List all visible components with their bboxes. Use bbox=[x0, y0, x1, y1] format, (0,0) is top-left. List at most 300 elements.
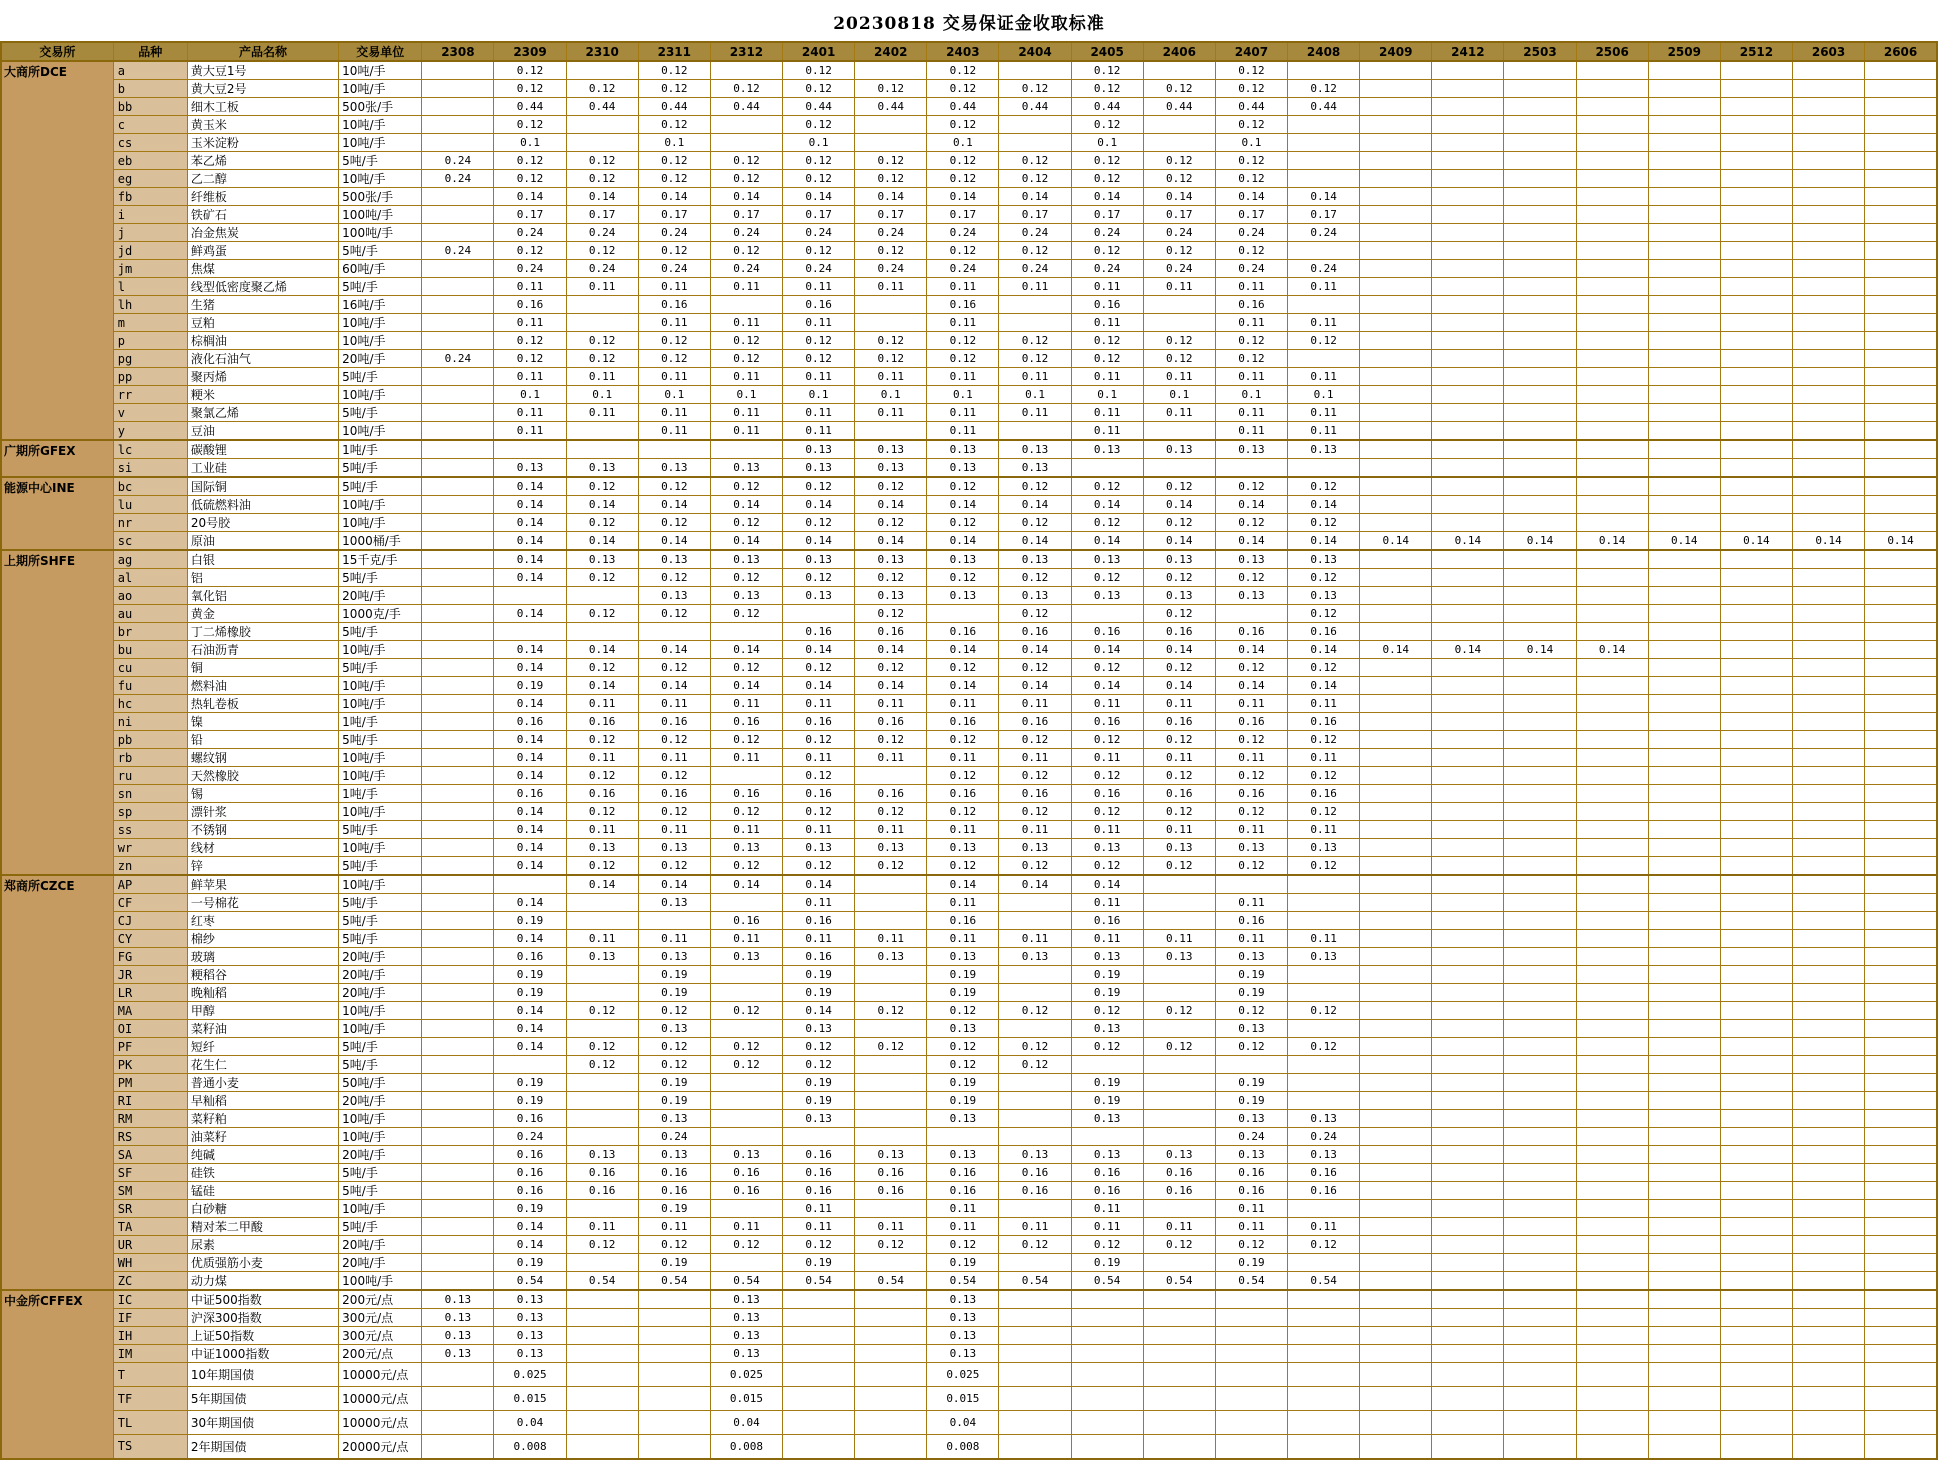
margin-cell-PF-2503 bbox=[1504, 1038, 1576, 1056]
margin-cell-c-2506 bbox=[1576, 116, 1648, 134]
margin-cell-sc-2407: 0.14 bbox=[1215, 532, 1287, 551]
margin-cell-SA-2311: 0.13 bbox=[638, 1146, 710, 1164]
product-name: 漂针浆 bbox=[187, 803, 338, 821]
margin-cell-l-2406: 0.11 bbox=[1143, 278, 1215, 296]
margin-cell-wr-2405: 0.13 bbox=[1071, 839, 1143, 857]
margin-cell-nr-2408: 0.12 bbox=[1288, 514, 1360, 532]
variety-code: TL bbox=[113, 1411, 187, 1435]
margin-cell-RI-2310 bbox=[566, 1092, 638, 1110]
variety-code: i bbox=[113, 206, 187, 224]
variety-code: ni bbox=[113, 713, 187, 731]
margin-cell-TF-2404 bbox=[999, 1387, 1071, 1411]
exchange-label: 广期所GFEX bbox=[1, 440, 113, 477]
margin-cell-fu-2408: 0.14 bbox=[1288, 677, 1360, 695]
margin-cell-jd-2603 bbox=[1793, 242, 1865, 260]
margin-cell-RM-2506 bbox=[1576, 1110, 1648, 1128]
margin-cell-CY-2401: 0.11 bbox=[783, 930, 855, 948]
margin-cell-pg-2312: 0.12 bbox=[710, 350, 782, 368]
margin-cell-UR-2406: 0.12 bbox=[1143, 1236, 1215, 1254]
margin-cell-IH-2503 bbox=[1504, 1327, 1576, 1345]
margin-cell-sn-2309: 0.16 bbox=[494, 785, 566, 803]
product-name: 黄大豆2号 bbox=[187, 80, 338, 98]
margin-cell-l-2509 bbox=[1648, 278, 1720, 296]
margin-cell-pp-2406: 0.11 bbox=[1143, 368, 1215, 386]
margin-cell-SF-2312: 0.16 bbox=[710, 1164, 782, 1182]
variety-code: hc bbox=[113, 695, 187, 713]
margin-cell-LR-2310 bbox=[566, 984, 638, 1002]
margin-cell-fb-2506 bbox=[1576, 188, 1648, 206]
margin-cell-bu-2506: 0.14 bbox=[1576, 641, 1648, 659]
margin-cell-a-2408 bbox=[1288, 61, 1360, 80]
margin-cell-SR-2309: 0.19 bbox=[494, 1200, 566, 1218]
margin-cell-TA-2312: 0.11 bbox=[710, 1218, 782, 1236]
margin-cell-rr-2407: 0.1 bbox=[1215, 386, 1287, 404]
margin-cell-cs-2512 bbox=[1720, 134, 1792, 152]
margin-cell-RS-2405 bbox=[1071, 1128, 1143, 1146]
margin-cell-hc-2412 bbox=[1432, 695, 1504, 713]
margin-cell-cu-2512 bbox=[1720, 659, 1792, 677]
margin-cell-p-2402: 0.12 bbox=[855, 332, 927, 350]
margin-cell-bb-2503 bbox=[1504, 98, 1576, 116]
margin-cell-sp-2409 bbox=[1360, 803, 1432, 821]
trade-unit: 5吨/手 bbox=[339, 569, 422, 587]
margin-cell-UR-2401: 0.12 bbox=[783, 1236, 855, 1254]
margin-cell-ru-2402 bbox=[855, 767, 927, 785]
margin-cell-OI-2407: 0.13 bbox=[1215, 1020, 1287, 1038]
margin-cell-LR-2603 bbox=[1793, 984, 1865, 1002]
variety-code: b bbox=[113, 80, 187, 98]
margin-cell-nr-2401: 0.12 bbox=[783, 514, 855, 532]
margin-cell-al-2506 bbox=[1576, 569, 1648, 587]
trade-unit: 100吨/手 bbox=[339, 224, 422, 242]
product-name: 甲醇 bbox=[187, 1002, 338, 1020]
trade-unit: 10吨/手 bbox=[339, 695, 422, 713]
margin-cell-ni-2402: 0.16 bbox=[855, 713, 927, 731]
margin-cell-TL-2312: 0.04 bbox=[710, 1411, 782, 1435]
trade-unit: 5吨/手 bbox=[339, 894, 422, 912]
margin-cell-b-2509 bbox=[1648, 80, 1720, 98]
margin-cell-al-2310: 0.12 bbox=[566, 569, 638, 587]
margin-cell-au-2506 bbox=[1576, 605, 1648, 623]
margin-cell-rb-2407: 0.11 bbox=[1215, 749, 1287, 767]
table-row-UR bbox=[1, 1236, 1937, 1254]
margin-cell-SF-2412 bbox=[1432, 1164, 1504, 1182]
product-name: 纯碱 bbox=[187, 1146, 338, 1164]
margin-cell-PM-2308 bbox=[422, 1074, 494, 1092]
margin-cell-CF-2310 bbox=[566, 894, 638, 912]
margin-cell-PK-2603 bbox=[1793, 1056, 1865, 1074]
margin-cell-TS-2312: 0.008 bbox=[710, 1435, 782, 1459]
margin-cell-au-2509 bbox=[1648, 605, 1720, 623]
margin-cell-WH-2405: 0.19 bbox=[1071, 1254, 1143, 1272]
margin-cell-eg-2401: 0.12 bbox=[783, 170, 855, 188]
trade-unit: 1吨/手 bbox=[339, 785, 422, 803]
margin-cell-IF-2412 bbox=[1432, 1309, 1504, 1327]
margin-cell-eg-2506 bbox=[1576, 170, 1648, 188]
margin-cell-CF-2405: 0.11 bbox=[1071, 894, 1143, 912]
product-name: 螺纹钢 bbox=[187, 749, 338, 767]
margin-cell-j-2401: 0.24 bbox=[783, 224, 855, 242]
margin-cell-lh-2406 bbox=[1143, 296, 1215, 314]
margin-cell-LR-2312 bbox=[710, 984, 782, 1002]
table-row-nr bbox=[1, 514, 1937, 532]
margin-cell-ss-2606 bbox=[1865, 821, 1937, 839]
variety-code: lc bbox=[113, 440, 187, 459]
margin-cell-si-2512 bbox=[1720, 459, 1792, 478]
margin-cell-br-2402: 0.16 bbox=[855, 623, 927, 641]
margin-cell-ao-2512 bbox=[1720, 587, 1792, 605]
margin-cell-a-2308 bbox=[422, 61, 494, 80]
margin-cell-m-2404 bbox=[999, 314, 1071, 332]
margin-cell-SR-2403: 0.11 bbox=[927, 1200, 999, 1218]
margin-cell-a-2309: 0.12 bbox=[494, 61, 566, 80]
margin-cell-PK-2311: 0.12 bbox=[638, 1056, 710, 1074]
margin-cell-au-2401 bbox=[783, 605, 855, 623]
col-header-month-2401: 2401 bbox=[783, 42, 855, 61]
margin-cell-ao-2310 bbox=[566, 587, 638, 605]
margin-cell-ag-2311: 0.13 bbox=[638, 550, 710, 569]
margin-cell-zn-2606 bbox=[1865, 857, 1937, 876]
margin-cell-JR-2308 bbox=[422, 966, 494, 984]
margin-cell-RI-2402 bbox=[855, 1092, 927, 1110]
margin-cell-TA-2404: 0.11 bbox=[999, 1218, 1071, 1236]
margin-cell-PF-2409 bbox=[1360, 1038, 1432, 1056]
table-row-TA bbox=[1, 1218, 1937, 1236]
margin-cell-ZC-2406: 0.54 bbox=[1143, 1272, 1215, 1291]
trade-unit: 5吨/手 bbox=[339, 152, 422, 170]
margin-cell-ss-2408: 0.11 bbox=[1288, 821, 1360, 839]
margin-cell-v-2606 bbox=[1865, 404, 1937, 422]
margin-cell-lu-2603 bbox=[1793, 496, 1865, 514]
product-name: 铝 bbox=[187, 569, 338, 587]
margin-cell-rr-2402: 0.1 bbox=[855, 386, 927, 404]
margin-cell-bc-2407: 0.12 bbox=[1215, 477, 1287, 496]
margin-cell-pp-2405: 0.11 bbox=[1071, 368, 1143, 386]
margin-cell-IF-2402 bbox=[855, 1309, 927, 1327]
trade-unit: 5吨/手 bbox=[339, 459, 422, 478]
margin-cell-hc-2309: 0.14 bbox=[494, 695, 566, 713]
margin-cell-IH-2404 bbox=[999, 1327, 1071, 1345]
margin-cell-zn-2509 bbox=[1648, 857, 1720, 876]
margin-cell-eb-2503 bbox=[1504, 152, 1576, 170]
margin-cell-OI-2403: 0.13 bbox=[927, 1020, 999, 1038]
margin-cell-sc-2405: 0.14 bbox=[1071, 532, 1143, 551]
margin-cell-fu-2407: 0.14 bbox=[1215, 677, 1287, 695]
margin-cell-PM-2309: 0.19 bbox=[494, 1074, 566, 1092]
margin-cell-c-2606 bbox=[1865, 116, 1937, 134]
margin-cell-sp-2512 bbox=[1720, 803, 1792, 821]
variety-code: IM bbox=[113, 1345, 187, 1363]
margin-cell-bc-2310: 0.12 bbox=[566, 477, 638, 496]
margin-cell-hc-2406: 0.11 bbox=[1143, 695, 1215, 713]
margin-cell-si-2408 bbox=[1288, 459, 1360, 478]
margin-cell-ss-2403: 0.11 bbox=[927, 821, 999, 839]
margin-cell-PM-2312 bbox=[710, 1074, 782, 1092]
margin-cell-ZC-2503 bbox=[1504, 1272, 1576, 1291]
table-row-rb bbox=[1, 749, 1937, 767]
margin-cell-wr-2308 bbox=[422, 839, 494, 857]
margin-cell-cu-2603 bbox=[1793, 659, 1865, 677]
margin-cell-LR-2401: 0.19 bbox=[783, 984, 855, 1002]
trade-unit: 5吨/手 bbox=[339, 1164, 422, 1182]
margin-cell-cu-2403: 0.12 bbox=[927, 659, 999, 677]
margin-cell-au-2311: 0.12 bbox=[638, 605, 710, 623]
margin-cell-br-2606 bbox=[1865, 623, 1937, 641]
margin-cell-ni-2401: 0.16 bbox=[783, 713, 855, 731]
margin-cell-lh-2309: 0.16 bbox=[494, 296, 566, 314]
margin-cell-UR-2509 bbox=[1648, 1236, 1720, 1254]
margin-cell-bc-2312: 0.12 bbox=[710, 477, 782, 496]
margin-cell-SA-2408: 0.13 bbox=[1288, 1146, 1360, 1164]
margin-cell-AP-2407 bbox=[1215, 875, 1287, 894]
margin-cell-JR-2409 bbox=[1360, 966, 1432, 984]
margin-cell-hc-2506 bbox=[1576, 695, 1648, 713]
margin-cell-cu-2309: 0.14 bbox=[494, 659, 566, 677]
margin-cell-RM-2405: 0.13 bbox=[1071, 1110, 1143, 1128]
col-header-fixed-0: 交易所 bbox=[1, 42, 113, 61]
margin-cell-y-2412 bbox=[1432, 422, 1504, 441]
margin-cell-PM-2509 bbox=[1648, 1074, 1720, 1092]
margin-cell-ag-2409 bbox=[1360, 550, 1432, 569]
margin-cell-SM-2408: 0.16 bbox=[1288, 1182, 1360, 1200]
margin-cell-PK-2509 bbox=[1648, 1056, 1720, 1074]
margin-cell-fu-2606 bbox=[1865, 677, 1937, 695]
margin-cell-CJ-2512 bbox=[1720, 912, 1792, 930]
margin-cell-i-2509 bbox=[1648, 206, 1720, 224]
variety-code: jd bbox=[113, 242, 187, 260]
table-row-JR bbox=[1, 966, 1937, 984]
margin-cell-b-2506 bbox=[1576, 80, 1648, 98]
margin-cell-bb-2407: 0.44 bbox=[1215, 98, 1287, 116]
margin-cell-RS-2409 bbox=[1360, 1128, 1432, 1146]
margin-cell-cu-2405: 0.12 bbox=[1071, 659, 1143, 677]
margin-cell-zn-2308 bbox=[422, 857, 494, 876]
margin-cell-PK-2406 bbox=[1143, 1056, 1215, 1074]
margin-cell-SM-2311: 0.16 bbox=[638, 1182, 710, 1200]
margin-cell-pg-2311: 0.12 bbox=[638, 350, 710, 368]
margin-cell-IF-2406 bbox=[1143, 1309, 1215, 1327]
margin-cell-OI-2406 bbox=[1143, 1020, 1215, 1038]
margin-cell-IC-2312: 0.13 bbox=[710, 1290, 782, 1309]
margin-cell-jm-2412 bbox=[1432, 260, 1504, 278]
margin-cell-CJ-2406 bbox=[1143, 912, 1215, 930]
product-name: 菜籽油 bbox=[187, 1020, 338, 1038]
margin-cell-bu-2603 bbox=[1793, 641, 1865, 659]
margin-cell-ni-2408: 0.16 bbox=[1288, 713, 1360, 731]
variety-code: IH bbox=[113, 1327, 187, 1345]
margin-cell-PM-2405: 0.19 bbox=[1071, 1074, 1143, 1092]
table-row-rr bbox=[1, 386, 1937, 404]
margin-cell-p-2509 bbox=[1648, 332, 1720, 350]
margin-cell-OI-2310 bbox=[566, 1020, 638, 1038]
variety-code: fu bbox=[113, 677, 187, 695]
margin-cell-bu-2401: 0.14 bbox=[783, 641, 855, 659]
margin-cell-jm-2402: 0.24 bbox=[855, 260, 927, 278]
margin-cell-ZC-2308 bbox=[422, 1272, 494, 1291]
margin-cell-SA-2401: 0.16 bbox=[783, 1146, 855, 1164]
margin-cell-UR-2512 bbox=[1720, 1236, 1792, 1254]
margin-cell-jm-2403: 0.24 bbox=[927, 260, 999, 278]
margin-cell-IM-2403: 0.13 bbox=[927, 1345, 999, 1363]
margin-cell-sn-2404: 0.16 bbox=[999, 785, 1071, 803]
margin-cell-b-2603 bbox=[1793, 80, 1865, 98]
table-row-a bbox=[1, 61, 1937, 80]
margin-cell-ss-2506 bbox=[1576, 821, 1648, 839]
table-row-CF bbox=[1, 894, 1937, 912]
margin-cell-hc-2603 bbox=[1793, 695, 1865, 713]
margin-cell-lc-2312 bbox=[710, 440, 782, 459]
margin-cell-PK-2308 bbox=[422, 1056, 494, 1074]
margin-cell-fu-2405: 0.14 bbox=[1071, 677, 1143, 695]
margin-cell-br-2506 bbox=[1576, 623, 1648, 641]
margin-cell-sc-2310: 0.14 bbox=[566, 532, 638, 551]
margin-cell-sc-2606: 0.14 bbox=[1865, 532, 1937, 551]
margin-cell-si-2310: 0.13 bbox=[566, 459, 638, 478]
margin-cell-wr-2311: 0.13 bbox=[638, 839, 710, 857]
margin-cell-AP-2401: 0.14 bbox=[783, 875, 855, 894]
margin-cell-RI-2512 bbox=[1720, 1092, 1792, 1110]
margin-cell-PK-2401: 0.12 bbox=[783, 1056, 855, 1074]
margin-cell-IF-2509 bbox=[1648, 1309, 1720, 1327]
margin-cell-cs-2606 bbox=[1865, 134, 1937, 152]
margin-cell-zn-2506 bbox=[1576, 857, 1648, 876]
margin-cell-ag-2402: 0.13 bbox=[855, 550, 927, 569]
margin-cell-bu-2309: 0.14 bbox=[494, 641, 566, 659]
margin-cell-cu-2311: 0.12 bbox=[638, 659, 710, 677]
margin-cell-WH-2403: 0.19 bbox=[927, 1254, 999, 1272]
margin-cell-hc-2312: 0.11 bbox=[710, 695, 782, 713]
margin-cell-lc-2506 bbox=[1576, 440, 1648, 459]
margin-cell-ru-2308 bbox=[422, 767, 494, 785]
margin-cell-rb-2310: 0.11 bbox=[566, 749, 638, 767]
trade-unit: 10吨/手 bbox=[339, 641, 422, 659]
margin-cell-p-2406: 0.12 bbox=[1143, 332, 1215, 350]
margin-cell-b-2503 bbox=[1504, 80, 1576, 98]
margin-cell-jd-2312: 0.12 bbox=[710, 242, 782, 260]
col-header-month-2404: 2404 bbox=[999, 42, 1071, 61]
margin-cell-l-2311: 0.11 bbox=[638, 278, 710, 296]
margin-cell-RS-2312 bbox=[710, 1128, 782, 1146]
margin-cell-cs-2309: 0.1 bbox=[494, 134, 566, 152]
margin-cell-m-2512 bbox=[1720, 314, 1792, 332]
margin-cell-PM-2506 bbox=[1576, 1074, 1648, 1092]
margin-cell-fu-2311: 0.14 bbox=[638, 677, 710, 695]
margin-cell-WH-2512 bbox=[1720, 1254, 1792, 1272]
margin-cell-UR-2412 bbox=[1432, 1236, 1504, 1254]
margin-cell-fu-2402: 0.14 bbox=[855, 677, 927, 695]
margin-cell-bb-2308 bbox=[422, 98, 494, 116]
margin-cell-b-2405: 0.12 bbox=[1071, 80, 1143, 98]
margin-cell-bb-2405: 0.44 bbox=[1071, 98, 1143, 116]
margin-cell-CY-2603 bbox=[1793, 930, 1865, 948]
margin-cell-zn-2312: 0.12 bbox=[710, 857, 782, 876]
margin-cell-MA-2308 bbox=[422, 1002, 494, 1020]
variety-code: l bbox=[113, 278, 187, 296]
margin-cell-cs-2509 bbox=[1648, 134, 1720, 152]
col-header-month-2409: 2409 bbox=[1360, 42, 1432, 61]
margin-cell-y-2308 bbox=[422, 422, 494, 441]
margin-cell-jd-2407: 0.12 bbox=[1215, 242, 1287, 260]
margin-cell-MA-2603 bbox=[1793, 1002, 1865, 1020]
margin-cell-WH-2412 bbox=[1432, 1254, 1504, 1272]
margin-cell-ss-2312: 0.11 bbox=[710, 821, 782, 839]
margin-cell-au-2406: 0.12 bbox=[1143, 605, 1215, 623]
margin-cell-j-2407: 0.24 bbox=[1215, 224, 1287, 242]
margin-cell-v-2401: 0.11 bbox=[783, 404, 855, 422]
margin-cell-i-2408: 0.17 bbox=[1288, 206, 1360, 224]
margin-cell-sn-2312: 0.16 bbox=[710, 785, 782, 803]
margin-cell-T-2509 bbox=[1648, 1363, 1720, 1387]
variety-code: ao bbox=[113, 587, 187, 605]
margin-cell-m-2606 bbox=[1865, 314, 1937, 332]
product-name: 红枣 bbox=[187, 912, 338, 930]
margin-cell-bu-2512 bbox=[1720, 641, 1792, 659]
margin-cell-SR-2409 bbox=[1360, 1200, 1432, 1218]
margin-cell-pb-2312: 0.12 bbox=[710, 731, 782, 749]
margin-cell-IM-2412 bbox=[1432, 1345, 1504, 1363]
margin-cell-PF-2312: 0.12 bbox=[710, 1038, 782, 1056]
margin-cell-bc-2404: 0.12 bbox=[999, 477, 1071, 496]
margin-cell-a-2310 bbox=[566, 61, 638, 80]
margin-cell-ag-2412 bbox=[1432, 550, 1504, 569]
col-header-month-2509: 2509 bbox=[1648, 42, 1720, 61]
margin-cell-SF-2311: 0.16 bbox=[638, 1164, 710, 1182]
margin-cell-RS-2308 bbox=[422, 1128, 494, 1146]
margin-cell-PF-2402: 0.12 bbox=[855, 1038, 927, 1056]
margin-cell-br-2403: 0.16 bbox=[927, 623, 999, 641]
margin-cell-UR-2506 bbox=[1576, 1236, 1648, 1254]
margin-cell-fu-2309: 0.19 bbox=[494, 677, 566, 695]
table-row-CJ bbox=[1, 912, 1937, 930]
margin-cell-MA-2506 bbox=[1576, 1002, 1648, 1020]
trade-unit: 100吨/手 bbox=[339, 206, 422, 224]
margin-cell-au-2404: 0.12 bbox=[999, 605, 1071, 623]
margin-cell-MA-2512 bbox=[1720, 1002, 1792, 1020]
margin-cell-fb-2412 bbox=[1432, 188, 1504, 206]
margin-cell-pb-2308 bbox=[422, 731, 494, 749]
margin-cell-RM-2310 bbox=[566, 1110, 638, 1128]
table-row-ss bbox=[1, 821, 1937, 839]
margin-cell-ZC-2309: 0.54 bbox=[494, 1272, 566, 1291]
table-row-m bbox=[1, 314, 1937, 332]
margin-cell-cu-2606 bbox=[1865, 659, 1937, 677]
margin-cell-TL-2310 bbox=[566, 1411, 638, 1435]
margin-cell-lc-2405: 0.13 bbox=[1071, 440, 1143, 459]
margin-cell-ss-2404: 0.11 bbox=[999, 821, 1071, 839]
margin-cell-a-2311: 0.12 bbox=[638, 61, 710, 80]
margin-cell-hc-2402: 0.11 bbox=[855, 695, 927, 713]
margin-cell-LR-2309: 0.19 bbox=[494, 984, 566, 1002]
margin-cell-ao-2401: 0.13 bbox=[783, 587, 855, 605]
variety-code: ru bbox=[113, 767, 187, 785]
margin-cell-pg-2406: 0.12 bbox=[1143, 350, 1215, 368]
margin-cell-JR-2402 bbox=[855, 966, 927, 984]
margin-cell-jd-2310: 0.12 bbox=[566, 242, 638, 260]
margin-cell-CY-2405: 0.11 bbox=[1071, 930, 1143, 948]
margin-cell-br-2509 bbox=[1648, 623, 1720, 641]
trade-unit: 500张/手 bbox=[339, 98, 422, 116]
margin-cell-nr-2503 bbox=[1504, 514, 1576, 532]
margin-cell-WH-2506 bbox=[1576, 1254, 1648, 1272]
margin-cell-rr-2403: 0.1 bbox=[927, 386, 999, 404]
margin-cell-lc-2603 bbox=[1793, 440, 1865, 459]
margin-cell-JR-2310 bbox=[566, 966, 638, 984]
margin-cell-ao-2506 bbox=[1576, 587, 1648, 605]
margin-cell-rb-2308 bbox=[422, 749, 494, 767]
margin-cell-SM-2606 bbox=[1865, 1182, 1937, 1200]
margin-cell-SM-2401: 0.16 bbox=[783, 1182, 855, 1200]
margin-cell-ni-2512 bbox=[1720, 713, 1792, 731]
